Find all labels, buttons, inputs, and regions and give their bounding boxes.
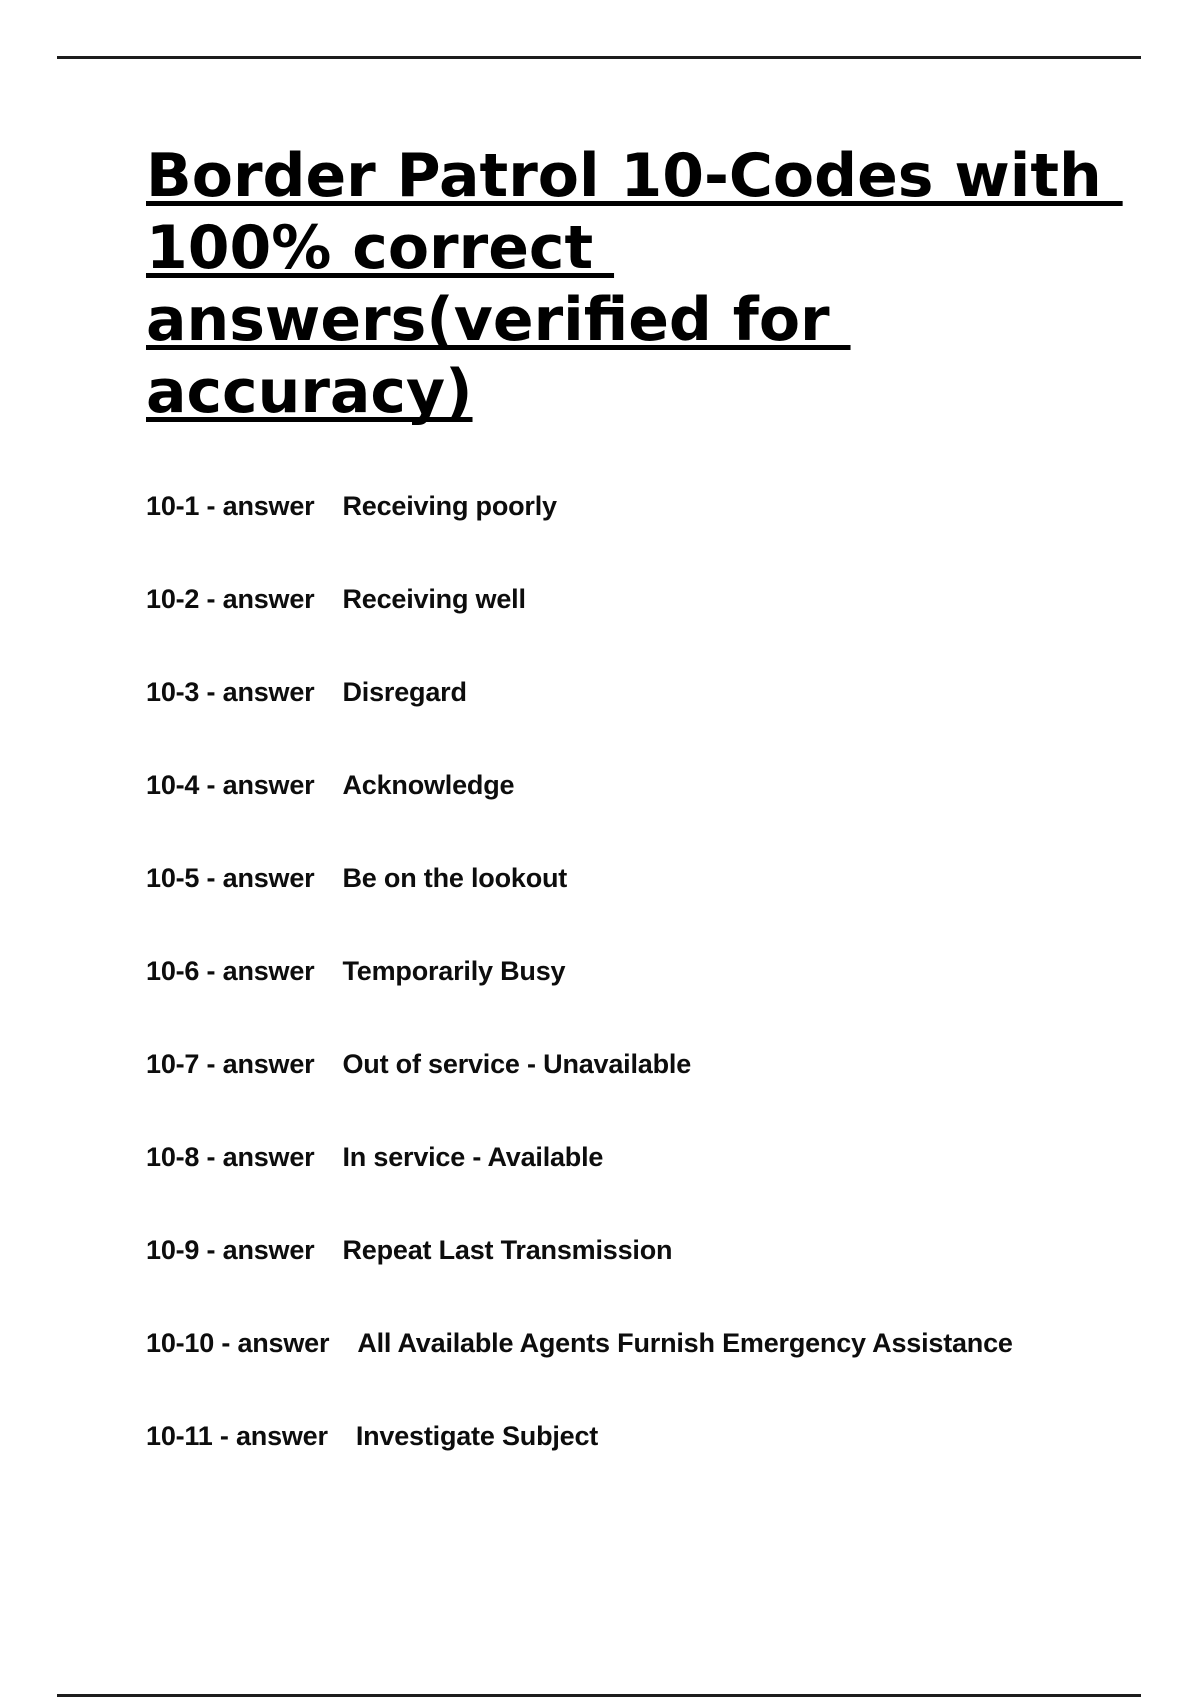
qa-label: 10-8 - answer bbox=[146, 1142, 315, 1172]
header-rule bbox=[57, 56, 1141, 59]
qa-value: In service - Available bbox=[342, 1142, 604, 1172]
qa-item-10-9 bbox=[146, 1235, 1156, 1328]
qa-item-10-5 bbox=[146, 863, 1156, 956]
title-line-1: Border Patrol 10-Codes with bbox=[146, 141, 1123, 211]
qa-label: 10-1 - answer bbox=[146, 491, 315, 521]
qa-label: 10-7 - answer bbox=[146, 1049, 315, 1079]
qa-item-10-11 bbox=[146, 1421, 1156, 1514]
title-line-4: accuracy) bbox=[146, 357, 473, 427]
qa-item-10-6 bbox=[146, 956, 1156, 1049]
document-title bbox=[146, 140, 1123, 428]
qa-label: 10-3 - answer bbox=[146, 677, 315, 707]
qa-label: 10-2 - answer bbox=[146, 584, 315, 614]
qa-item-10-8 bbox=[146, 1142, 1156, 1235]
qa-label: 10-5 - answer bbox=[146, 863, 315, 893]
qa-item-10-10 bbox=[146, 1328, 1156, 1421]
qa-label: 10-11 - answer bbox=[146, 1421, 328, 1451]
qa-item-10-7 bbox=[146, 1049, 1156, 1142]
qa-label: 10-4 - answer bbox=[146, 770, 315, 800]
qa-value: All Available Agents Furnish Emergency Assistance bbox=[357, 1328, 1013, 1358]
qa-value: Out of service - Unavailable bbox=[342, 1049, 692, 1079]
qa-value: Receiving poorly bbox=[342, 491, 557, 521]
qa-item-10-3 bbox=[146, 677, 1156, 770]
title-line-3: answers(verified for bbox=[146, 285, 851, 355]
qa-item-10-1 bbox=[146, 491, 1156, 584]
qa-label: 10-10 - answer bbox=[146, 1328, 330, 1358]
qa-value: Temporarily Busy bbox=[342, 956, 566, 986]
qa-item-10-4 bbox=[146, 770, 1156, 863]
qa-value: Acknowledge bbox=[342, 770, 515, 800]
qa-value: Investigate Subject bbox=[355, 1421, 599, 1451]
qa-item-10-2 bbox=[146, 584, 1156, 677]
qa-value: Receiving well bbox=[342, 584, 526, 614]
qa-value: Repeat Last Transmission bbox=[342, 1235, 673, 1265]
qa-value: Disregard bbox=[342, 677, 467, 707]
qa-label: 10-9 - answer bbox=[146, 1235, 315, 1265]
footer-rule bbox=[57, 1694, 1141, 1697]
title-line-2: 100% correct bbox=[146, 213, 615, 283]
qa-list bbox=[146, 491, 1156, 1514]
qa-value: Be on the lookout bbox=[342, 863, 568, 893]
qa-label: 10-6 - answer bbox=[146, 956, 315, 986]
